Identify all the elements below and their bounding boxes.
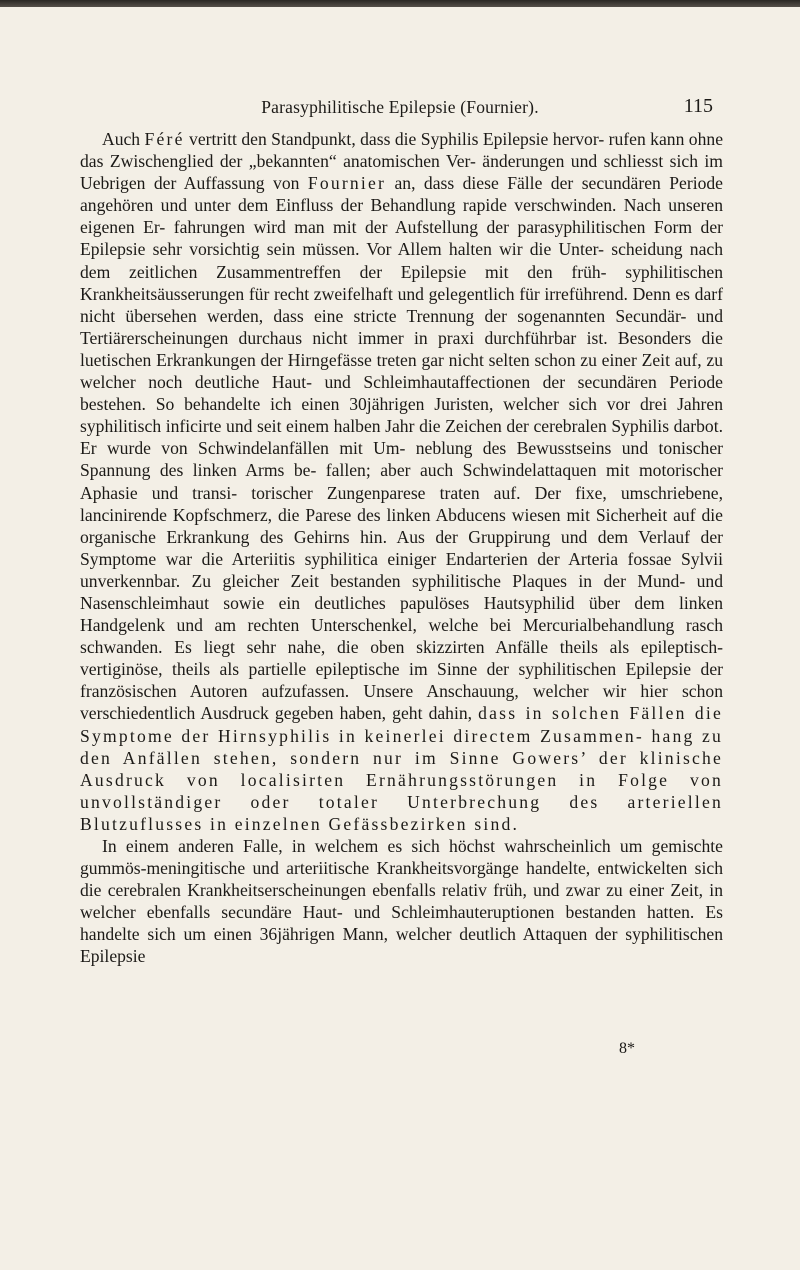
page-header xyxy=(0,97,800,123)
text-run: an, dass diese Fälle der secundären Periode angehören und unter dem Einfluss der Behandlung rapide verschwinden. Nach unseren eigenen Er- fahrungen wird man mit der Aufstellung der parasyphilitischen Form der Epilepsie sehr vorsichtig sein müssen. Vor Allem halten wir die Unter- scheidung nach dem zeitlichen Zusammentreffen der Epilepsie mit den früh- syphilitischen Krankheitsäusserungen für recht zweifelhaft und gelegentlich für irreführend. Denn es darf nicht übersehen werden, dass eine stricte Trennung der sogenannten Secundär- und Tertiärerscheinungen durchaus nicht immer in praxi durchführbar ist. Besonders die luetischen Erkrankungen der Hirngefässe treten gar nicht selten schon zu einer Zeit auf, zu welcher noch deutliche Haut- und Schleimhautaffectionen der secundären Periode bestehen. So behandelte ich einen 30jährigen Juristen, welcher sich vor drei Jahren syphilitisch inficirte und seit einem halben Jahr die Zeichen der cerebralen Syphilis darbot. Er wurde von Schwindelanfällen mit Um- neblung des Bewusstseins und tonischer Spannung des linken Arms be- fallen; aber auch Schwindelattaquen mit motorischer Aphasie und transi- torischer Zungenparese traten auf. Der fixe, umschriebene, lancinirende Kopfschmerz, die Parese des linken Abducens wiesen mit Sicherheit auf die organische Erkrankung des Gehirns hin. Aus der Gruppirung und dem Verlauf der Symptome war die Arteriitis syphilitica einiger Endarterien der Arteria fossae Sylvii unverkennbar. Zu gleicher Zeit bestanden syphilitische Plaques in der Mund- und Nasenschleimhaut sowie ein deutliches papulöses Hautsyphilid über dem linken Handgelenk und am rechten Unterschenkel, welche bei Mercurialbehandlung rasch schwanden. Es liegt sehr nahe, die oben skizzirten Anfälle theils als epileptisch-vertiginöse, theils als partielle epileptische im Sinne der syphilitischen Epilepsie der französischen Autoren aufzufassen. Unsere Anschauung, welcher wir hier schon verschiedentlich Ausdruck gegeben haben, geht dahin, xyxy=(80,173,723,724)
page-number: 115 xyxy=(683,95,713,117)
spaced-emphasis-text: Féré xyxy=(144,129,185,149)
running-head: Parasyphilitische Epilepsie (Fournier). xyxy=(261,97,539,117)
spaced-emphasis-text: Fournier xyxy=(307,173,387,194)
text-run: In einem anderen Falle, in welchem es sich höchst wahrscheinlich um gemischte gummös-meningitische und arteriitische Krankheitsvorgänge handelte, entwickelten sich die cerebralen Krankheitserscheinungen ebenfalls relativ früh, und zwar zu einer Zeit, in welcher ebenfalls secundäre Haut- und Schleimhauteruptionen bestanden hatten. Es handelte sich um einen 36jährigen Mann, welcher deutlich Attaquen der syphilitischen Epilepsie xyxy=(80,836,723,967)
paragraph xyxy=(80,835,723,968)
body-text xyxy=(80,128,723,968)
paragraph xyxy=(80,128,723,835)
spaced-emphasis-text: dass in solchen Fällen die Symptome der Hirnsyphilis in keinerlei directem Zusammen- hang zu den Anfällen stehen, sondern nur im Sinne Gowers’ der klinische Ausdruck von localisirten Ernährungsstörungen in Folge von unvollständiger oder totaler Unterbrechung des arteriellen Blutzuflusses in einzelnen Gefässbezirken sind. xyxy=(80,703,723,834)
text-run: Auch xyxy=(102,129,145,149)
signature-mark: 8* xyxy=(619,1040,635,1057)
text-run: vertritt den Standpunkt, dass die Syphilis Epilepsie hervor- rufen kann ohne das Zwischenglied der „bekannten“ anatomischen Ver- änderungen und schliesst sich im Uebrigen der Auffassung von xyxy=(80,129,723,194)
top-edge-rule xyxy=(0,0,800,7)
